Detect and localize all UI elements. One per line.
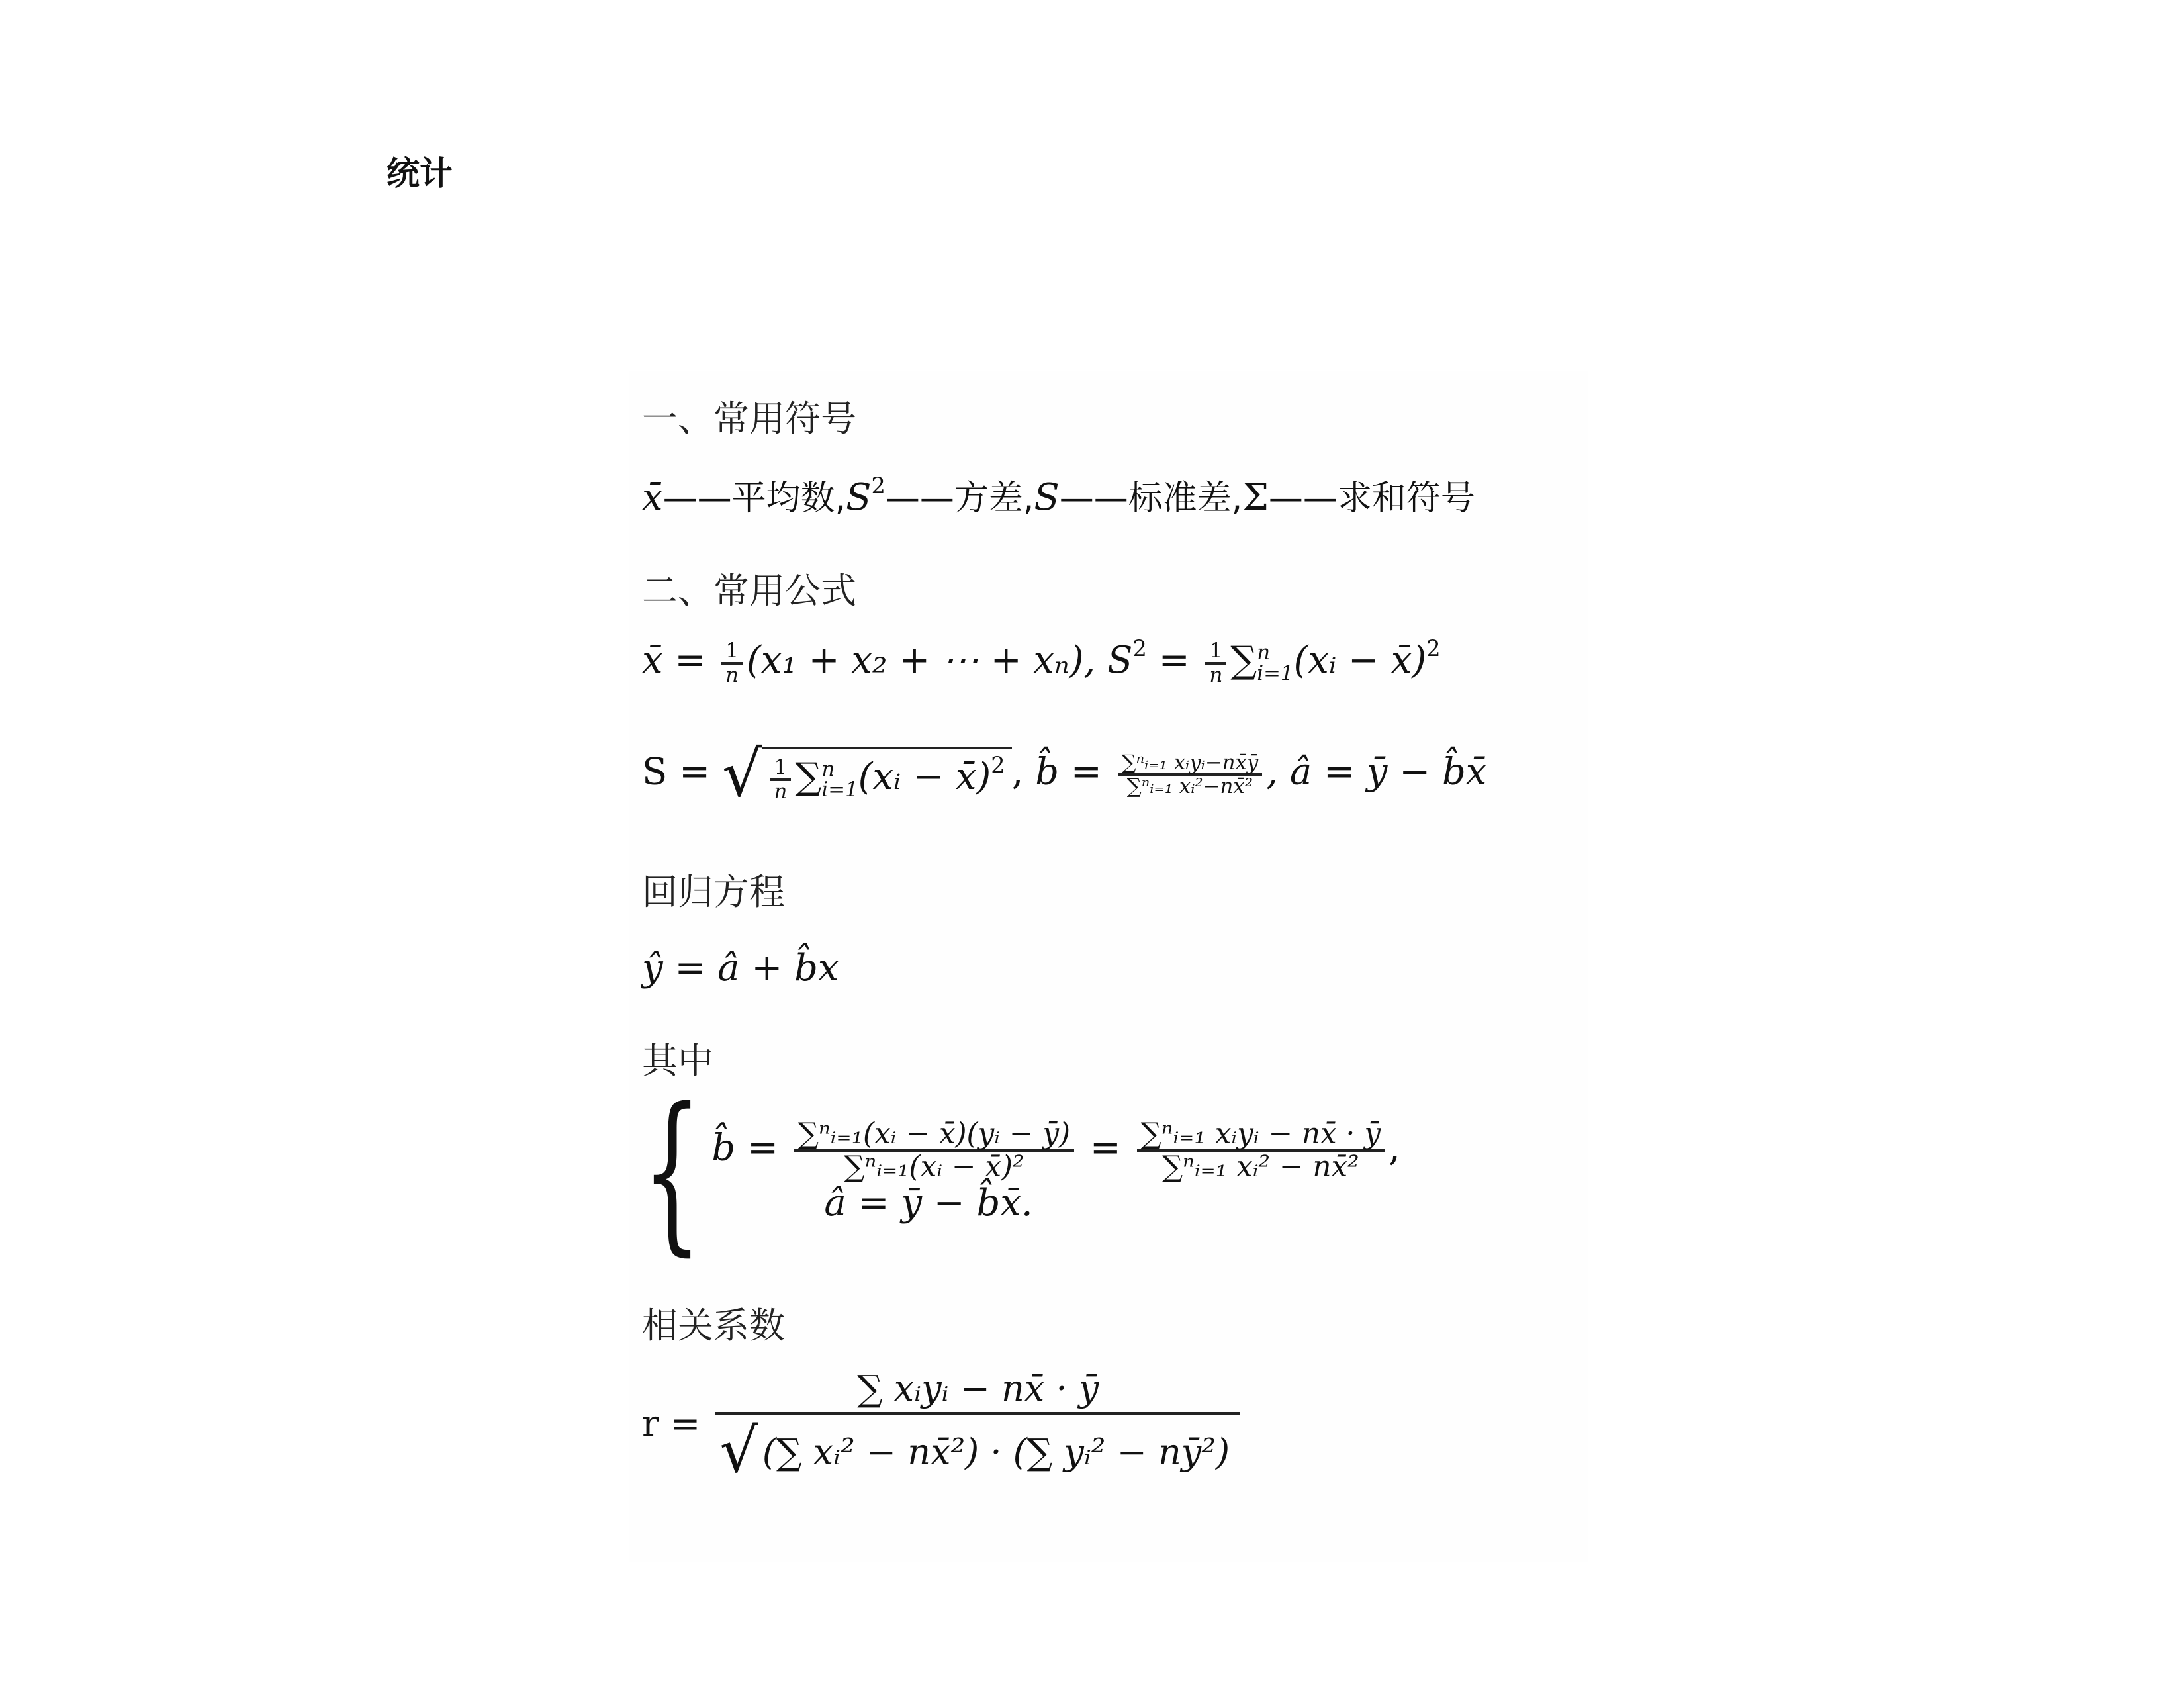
corr-sqrt — [719, 1415, 1236, 1486]
variance-sum-sign: ∑ — [1230, 639, 1257, 682]
regression-heading: 回归方程 — [642, 871, 785, 913]
stddev-sum-limits — [821, 759, 858, 800]
system-b-num2: ∑ⁿᵢ₌₁ xᵢyᵢ − nx̄ · ȳ — [1137, 1119, 1385, 1152]
variance-sum-sub: i=1 — [1257, 661, 1294, 685]
regression-equation: ŷ = â + b̂x — [642, 947, 839, 990]
stddev-body: (xᵢ − x̄) — [858, 755, 991, 799]
stddev-body-exp: 2 — [991, 751, 1005, 778]
system-eq: = — [1078, 1126, 1133, 1169]
corr-den — [715, 1415, 1240, 1486]
variance-sum-limits — [1257, 640, 1294, 685]
correlation-heading: 相关系数 — [642, 1305, 785, 1346]
variance-lhs: S — [1107, 639, 1133, 682]
stddev-sum-sub: i=1 — [821, 777, 858, 802]
stddev-sum-sign: ∑ — [795, 755, 822, 799]
system-comma: , — [1388, 1126, 1400, 1169]
system-rows — [711, 1116, 1400, 1225]
stddev-sqrt — [722, 738, 1012, 811]
stddev-desc: ——标准差, — [1059, 479, 1243, 518]
coefficient-system — [642, 1072, 1400, 1272]
corr-radicand: (∑ xᵢ² − nx̄²) · (∑ yᵢ² − nȳ²) — [762, 1430, 1230, 1473]
section-heading-symbols: 一、常用符号 — [642, 398, 856, 440]
stddev-frac-num: 1 — [770, 757, 792, 780]
stddev-sep: , — [1011, 750, 1036, 794]
system-b-lhs: b̂ = — [711, 1126, 790, 1169]
b-hat-row — [711, 1116, 1400, 1184]
left-brace-icon: { — [642, 1072, 702, 1272]
stddev-radicand — [762, 747, 1012, 802]
b-hat-fraction — [1118, 752, 1263, 798]
sqrt-radical-icon: √ — [721, 738, 762, 811]
mean-frac-num: 1 — [721, 640, 743, 664]
stddev-fraction — [770, 757, 792, 802]
corr-lhs: r = — [642, 1403, 712, 1445]
symbols-line — [642, 470, 1475, 520]
system-b-fraction-1 — [794, 1116, 1074, 1184]
variance-body-exp: 2 — [1426, 635, 1441, 661]
mean-fraction — [721, 640, 743, 686]
where-heading: 其中 — [642, 1040, 713, 1082]
variance-body: (xᵢ − x̄) — [1293, 639, 1427, 682]
sigma-symbol: Σ — [1242, 476, 1269, 519]
sqrt-radical-icon: √ — [719, 1415, 758, 1486]
variance-lhs-exp: 2 — [1132, 635, 1147, 661]
mean-lhs: x̄ = — [642, 639, 718, 682]
stddev-sum-sup: n — [821, 757, 835, 781]
corr-num: ∑ xᵢyᵢ − nx̄ · ȳ — [715, 1370, 1240, 1415]
page-title: 统计 — [387, 154, 453, 193]
correlation-formula — [642, 1368, 1244, 1486]
variance-eq: = — [1146, 639, 1202, 682]
variance-frac-den: n — [1209, 663, 1223, 687]
a-hat-row: â = ȳ − b̂x̄. — [824, 1182, 1033, 1225]
variance-symbol: S — [846, 476, 872, 519]
stddev-frac-den: n — [774, 779, 788, 804]
system-b-den1: ∑ⁿᵢ₌₁(xᵢ − x̄)² — [844, 1149, 1024, 1184]
section-heading-formulas: 二、常用公式 — [642, 570, 856, 612]
xbar-symbol: x̄ — [642, 476, 663, 519]
b-hat-frac-num: ∑ⁿᵢ₌₁ xᵢyᵢ−nx̄ȳ — [1118, 752, 1263, 776]
variance-desc: ——方差, — [885, 479, 1034, 518]
b-hat-lhs: b̂ = — [1035, 750, 1114, 794]
formula-sheet — [629, 371, 1588, 1562]
mean-variance-formula — [642, 635, 1441, 686]
mean-frac-den: n — [725, 663, 739, 687]
b-hat-frac-den: ∑ⁿᵢ₌₁ xᵢ²−nx̄² — [1126, 774, 1253, 798]
corr-fraction — [715, 1368, 1240, 1486]
stddev-lhs: S = — [642, 750, 722, 794]
variance-exponent: 2 — [871, 472, 886, 498]
xbar-desc: ——平均数, — [662, 479, 846, 518]
stddev-regression-coef-formula — [642, 738, 1486, 811]
system-b-den2: ∑ⁿᵢ₌₁ xᵢ² − nx̄² — [1161, 1149, 1359, 1184]
variance-sum-sup: n — [1257, 640, 1271, 665]
sigma-desc: ——求和符号 — [1268, 479, 1475, 518]
variance-frac-num: 1 — [1205, 640, 1226, 664]
stddev-symbol: S — [1034, 476, 1060, 519]
system-b-num1: ∑ⁿᵢ₌₁(xᵢ − x̄)(yᵢ − ȳ) — [794, 1119, 1074, 1152]
variance-fraction — [1205, 640, 1226, 686]
mean-body: (x₁ + x₂ + ⋯ + xₙ), — [746, 639, 1108, 682]
a-hat-formula: , â = ȳ − b̂x̄ — [1266, 750, 1487, 794]
system-b-fraction-2 — [1137, 1116, 1385, 1184]
